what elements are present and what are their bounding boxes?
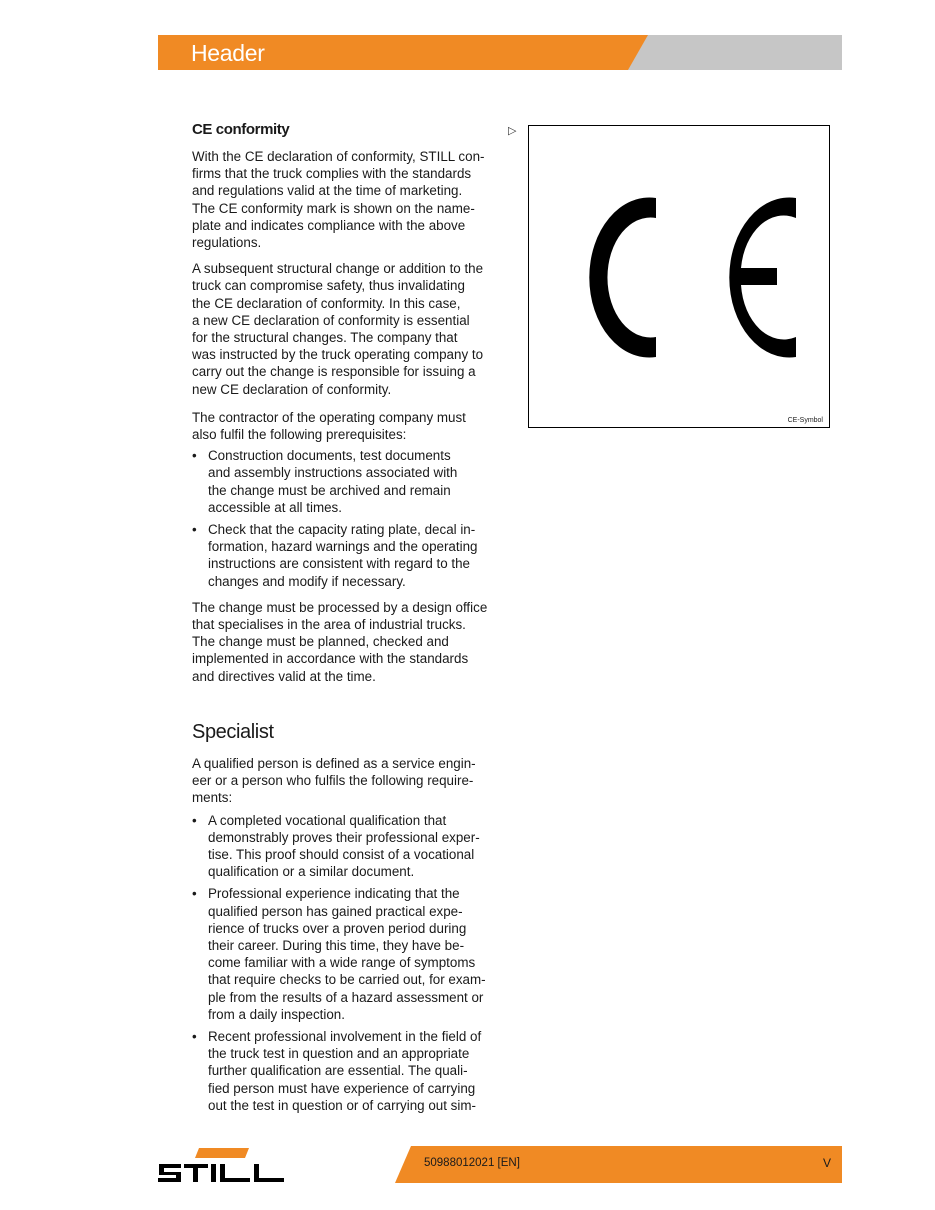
list-item — [192, 812, 498, 881]
document-number: 50988012021 [EN] — [424, 1157, 520, 1169]
list-item — [192, 885, 498, 1023]
ce-paragraph-2: A subsequent structural change or addition to the truck can compromise safety, thus invalidating the CE declaration of conformity. In this case, a new CE declaration of conformity is essential for the structural changes. The company that was instructed by the truck operating company to carry out the change is responsible for issuing a new CE declaration of conformity. — [192, 261, 484, 397]
ce-mark-icon — [529, 126, 829, 427]
specialist-section — [192, 720, 498, 1123]
page-footer — [395, 1146, 842, 1183]
list-item — [192, 447, 498, 516]
ce-paragraph-3: The contractor of the operating company must also fulfil the following prerequisites: — [192, 409, 466, 443]
still-logo-icon — [157, 1146, 285, 1186]
ce-closing-paragraph: The change must be processed by a design office that specialises in the area of industrial trucks. The change must be planned, checked and implemented in accordance with the standards and directives valid at the time. — [192, 599, 488, 684]
figure-pointer-icon: ▷ — [508, 125, 517, 137]
ce-conformity-section — [192, 121, 498, 694]
list-item-text: Professional experience indicating that the qualified person has gained practical expe- rience of trucks over a proven period during their career. During this time, they have be- come familiar with a wide range of symptoms that require checks to be carried out, for exam- ple from the results of a hazard assessment or from a daily inspection. — [208, 886, 486, 1022]
list-item — [192, 1028, 498, 1114]
bullet-icon: • — [192, 448, 197, 464]
ce-prerequisite-list — [192, 447, 498, 590]
specialist-requirement-list — [192, 812, 498, 1114]
ce-paragraph-1: With the CE declaration of conformity, STILL con- firms that the truck complies with the standards and regulations valid at the time of marketing. The CE conformity mark is shown on the name- plate and indicates compliance with the above regulations. — [192, 149, 485, 251]
list-item — [192, 521, 498, 590]
bullet-icon: • — [192, 522, 197, 538]
ce-symbol-figure — [528, 125, 830, 428]
bullet-icon: • — [192, 812, 197, 828]
specialist-intro: A qualified person is defined as a service engin- eer or a person who fulfils the following require- ments: — [192, 756, 476, 806]
bullet-icon: • — [192, 886, 197, 902]
header-title: Header — [191, 40, 265, 66]
ce-conformity-heading: CE conformity — [192, 121, 290, 138]
page-number: V — [822, 1156, 831, 1170]
specialist-heading: Specialist — [192, 721, 274, 743]
bullet-icon: • — [192, 1029, 197, 1045]
page-header — [158, 35, 842, 70]
list-item-text: Construction documents, test documents and assembly instructions associated with the change must be archived and remain accessible at all times. — [208, 448, 458, 515]
list-item-text: A completed vocational qualification that demonstrably proves their professional exper- tise. This proof should consist of a vocational qualification or a similar document. — [208, 812, 480, 880]
still-logo — [157, 1146, 285, 1186]
list-item-text: Recent professional involvement in the field of the truck test in question and an appropriate further qualification are essential. The quali- fied person must have experience of carrying out the test in question or of carrying out sim- — [208, 1029, 482, 1113]
list-item-text: Check that the capacity rating plate, decal in- formation, hazard warnings and the operating instructions are consistent with regard to the changes and modify if necessary. — [208, 522, 478, 589]
figure-caption: CE-Symbol — [787, 417, 823, 424]
